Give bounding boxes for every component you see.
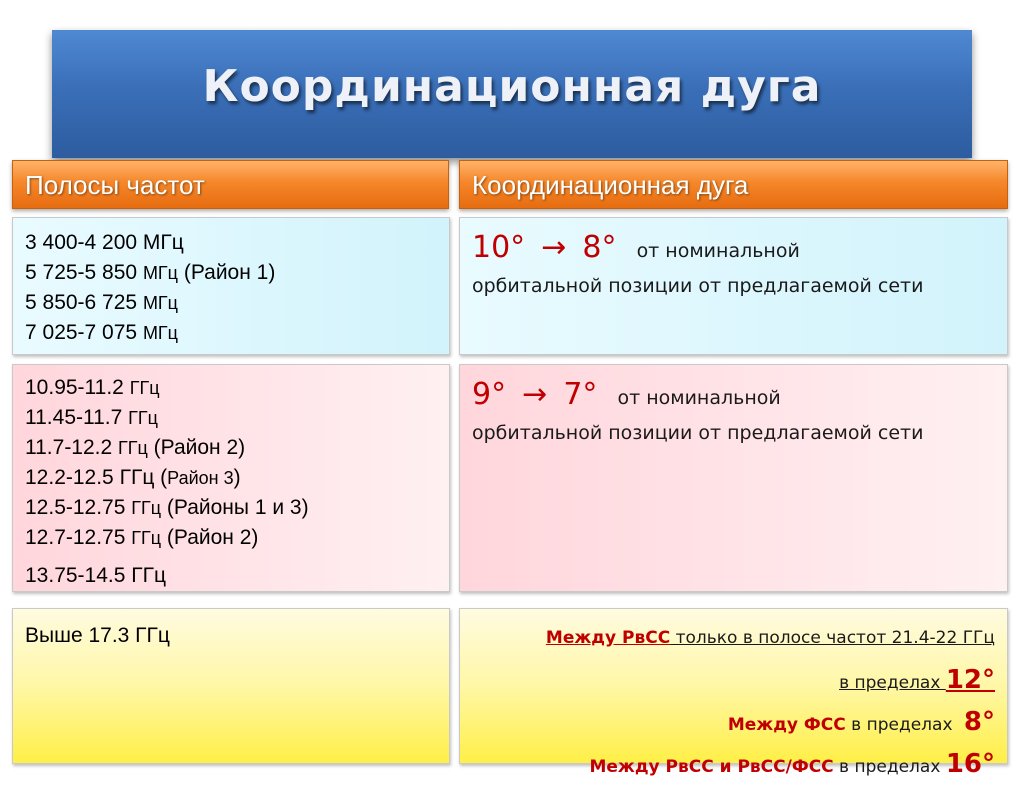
band-value: 12.5-12.75 [25, 496, 132, 519]
band-item [25, 288, 449, 318]
band-value: 3 400-4 200 МГц [25, 231, 184, 254]
row2-text-a: от номинальной [617, 387, 781, 409]
row1-bands-panel [12, 217, 450, 355]
band-unit: ГГц [129, 378, 160, 398]
row1-text-b: орбитальной позиции от предлагаемой сети [472, 275, 924, 297]
band-unit: ГГц [131, 528, 162, 548]
band-item [25, 433, 449, 463]
arrow-icon: → [541, 230, 567, 265]
band-unit: МГц [142, 263, 178, 283]
band-item [25, 403, 449, 433]
row1-arc-to: 8° [582, 230, 617, 265]
band-item [25, 258, 449, 288]
row3-line1-text: только в полосе частот 21.4-22 ГГц [670, 628, 995, 648]
band-unit: ГГц [131, 498, 162, 518]
band-unit: МГц [142, 323, 178, 343]
row1-band-list [13, 218, 449, 348]
row2-arc-to: 7° [563, 377, 598, 412]
row2-band-list [13, 365, 449, 591]
row2-arc-panel [459, 364, 1008, 592]
row3-line1 [472, 617, 995, 659]
band-value: 11.45-11.7 [25, 406, 129, 429]
row3-line3-value: 8° [963, 707, 995, 737]
row1-arc-panel [459, 217, 1008, 355]
band-suffix: (Район 2) [147, 436, 246, 459]
row3-arc-panel [459, 608, 1008, 779]
row1-text-a: от номинальной [636, 240, 800, 262]
header-frequency-bands: Полосы частот [12, 160, 449, 209]
row2-text-b: орбитальной позиции от предлагаемой сети [472, 422, 924, 444]
band-value: 5 725-5 850 [25, 261, 143, 284]
band-unit: ГГц [128, 408, 158, 428]
band-suffix: (Район 2) [161, 526, 259, 549]
row3-arc-text [460, 609, 1007, 785]
band-value: 10.95-11.2 [25, 376, 130, 399]
row3-line2 [472, 659, 995, 701]
row1-arc-from: 10° [472, 230, 526, 265]
row1-arc-text [460, 218, 1007, 304]
row2-bands-panel [12, 364, 450, 592]
band-unit: ГГц [118, 438, 148, 458]
row3-line4-label: Между РвСС и РвСС/ФСС [589, 757, 834, 777]
arrow-icon: → [522, 377, 548, 412]
row2-arc-text [460, 365, 1007, 451]
band-suffix: ) [233, 466, 241, 489]
row3-line2-text: в пределах [839, 673, 946, 693]
page-title: Координационная дуга [202, 60, 822, 112]
band-unit: Район 3 [167, 468, 234, 488]
band-suffix: (Район 1) [178, 261, 276, 284]
band-item [25, 463, 449, 493]
row3-line4-value: 16° [945, 749, 995, 779]
band-value: 7 025-7 075 [25, 321, 143, 344]
band-item [25, 373, 449, 403]
band-item [25, 228, 449, 258]
band-value: 12.7-12.75 [25, 526, 132, 549]
band-item [25, 561, 449, 591]
row3-line3-text: в пределах [845, 715, 958, 735]
row3-line3-label: Между ФСС [727, 715, 846, 735]
row3-bands-panel [12, 608, 450, 764]
row3-line4 [472, 743, 995, 785]
band-item [25, 523, 449, 553]
band-value: 12.2-12.5 ГГц ( [25, 466, 168, 489]
row3-line2-value: 12° [945, 665, 995, 695]
row3-line1-label: Между РвСС [545, 628, 671, 648]
header-coordination-arc: Координационная дуга [459, 160, 1008, 209]
band-value: 5 850-6 725 [25, 291, 143, 314]
title-banner [52, 30, 972, 158]
band-value: 11.7-12.2 [25, 436, 119, 459]
band-item [25, 493, 449, 523]
band-item [25, 318, 449, 348]
row3-band: Выше 17.3 ГГц [25, 624, 170, 647]
row3-line3 [472, 701, 995, 743]
band-value: 13.75-14.5 ГГц [25, 564, 167, 587]
row2-arc-from: 9° [472, 377, 507, 412]
row3-line4-text: в пределах [833, 757, 946, 777]
band-unit: МГц [142, 293, 178, 313]
band-suffix: (Районы 1 и 3) [161, 496, 309, 519]
